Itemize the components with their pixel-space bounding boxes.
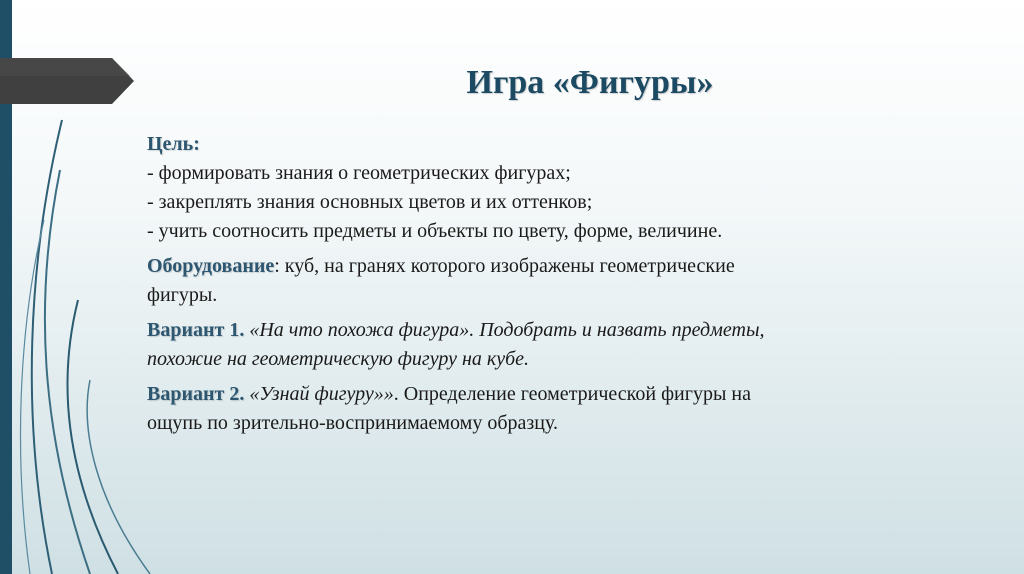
arrow-tab-decoration: [0, 58, 134, 104]
variant2-label: Вариант 2.: [147, 383, 245, 405]
goal-label: Цель:: [147, 133, 200, 155]
slide-title: Игра «Фигуры»: [466, 64, 714, 101]
equipment-section: [147, 252, 947, 281]
goal-section: [147, 130, 947, 159]
variant1-section: [147, 316, 947, 345]
goal-item: - учить соотносить предметы и объекты по цвету, форме, величине.: [147, 220, 723, 242]
equipment-label: Оборудование: [147, 255, 275, 277]
slide-body: [147, 130, 947, 438]
goal-item: - формировать знания о геометрических фигурах;: [147, 162, 571, 184]
equipment-text-continued: фигуры.: [147, 284, 218, 306]
variant2-section: [147, 380, 947, 409]
variant2-text-continued: ощупь по зрительно-воспринимаемому образцу.: [147, 412, 558, 434]
variant1-text-continued: похожие на геометрическую фигуру на кубе.: [147, 348, 530, 370]
variant2-text: . Определение геометрической фигуры на: [393, 383, 751, 405]
variant2-game-name: «Узнай фигуру»»: [244, 383, 394, 405]
variant1-label: Вариант 1.: [147, 319, 245, 341]
goal-item: - закреплять знания основных цветов и их оттенков;: [147, 191, 593, 213]
equipment-text: : куб, на гранях которого изображены геометрические: [274, 255, 735, 277]
variant1-text: «На что похожа фигура». Подобрать и назвать предметы,: [244, 319, 765, 341]
